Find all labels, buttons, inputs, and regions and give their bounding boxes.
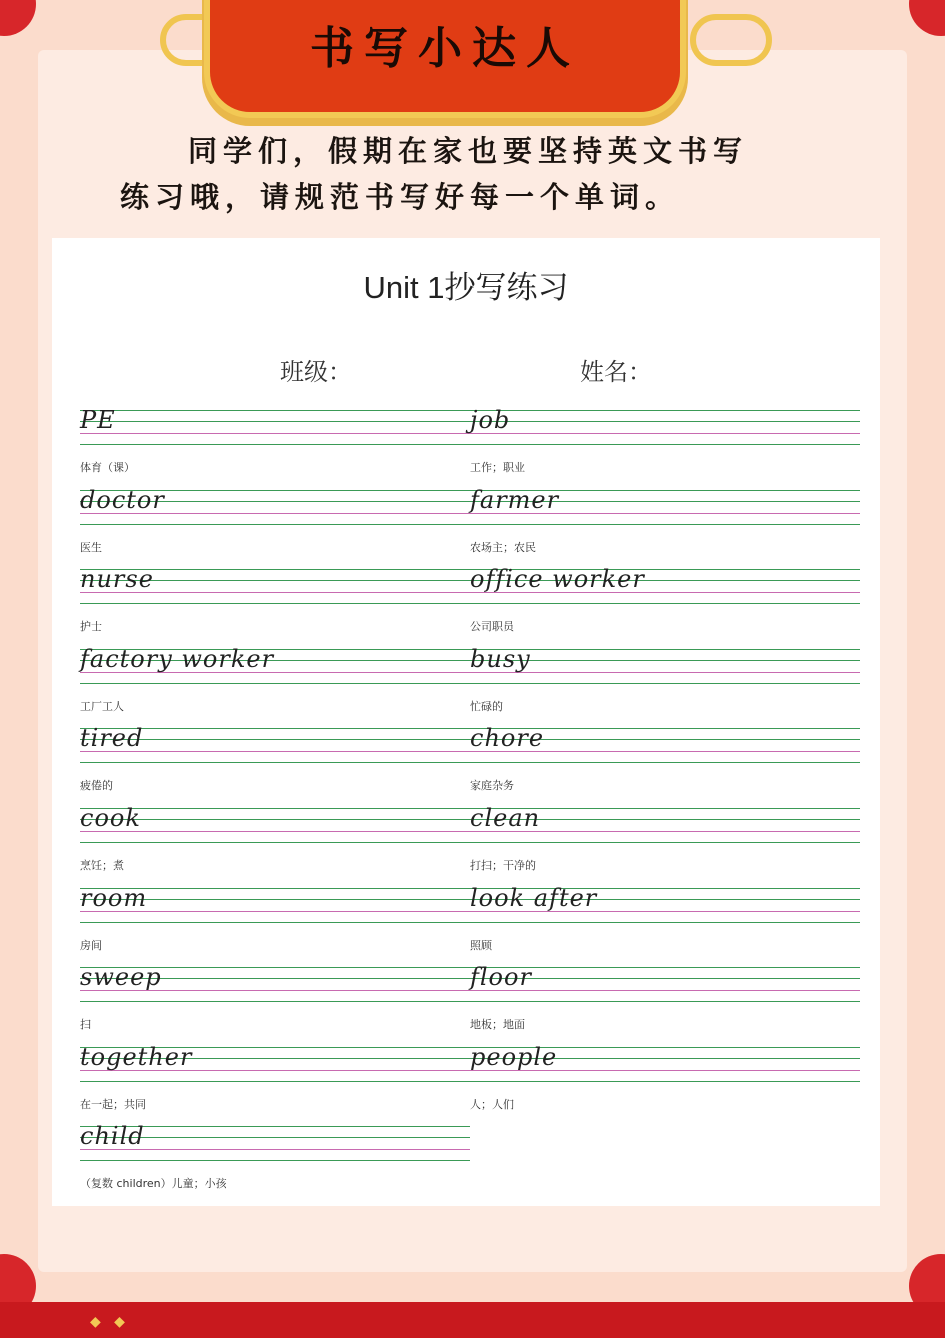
- guide-line: [80, 1081, 470, 1082]
- english-word: cook: [80, 804, 141, 832]
- english-word: room: [80, 883, 148, 912]
- guide-line: [470, 1081, 860, 1082]
- english-word: tired: [80, 724, 144, 753]
- four-line-grid: [80, 410, 470, 450]
- intro-line-1: 同学们，假期在家也要坚持英文书写: [188, 134, 749, 168]
- guide-line: [470, 433, 860, 434]
- english-word: clean: [470, 804, 541, 832]
- guide-line: [80, 444, 470, 445]
- chinese-meaning: 医生: [80, 540, 102, 554]
- english-word: look after: [470, 883, 598, 912]
- word-cell: [80, 406, 470, 480]
- word-cell: [470, 565, 860, 639]
- word-cell: [470, 724, 860, 798]
- chinese-meaning: 人；人们: [470, 1097, 514, 1111]
- english-word: job: [470, 406, 511, 434]
- guide-line: [470, 683, 860, 684]
- guide-line: [80, 1160, 470, 1161]
- chinese-meaning: 打扫；干净的: [470, 859, 536, 872]
- chinese-meaning: 疲倦的: [80, 779, 113, 793]
- corner-ornament: [909, 0, 945, 36]
- word-cell: [470, 804, 860, 878]
- guide-line: [470, 444, 860, 445]
- guide-line: [470, 922, 860, 923]
- english-word: office worker: [470, 565, 645, 594]
- english-word: nurse: [80, 565, 154, 594]
- worksheet: [52, 238, 880, 1206]
- banner-curl-right: [690, 14, 772, 66]
- guide-line: [470, 603, 860, 604]
- word-cell: [470, 883, 860, 958]
- english-word: floor: [470, 963, 532, 992]
- english-word: busy: [470, 644, 531, 673]
- chinese-meaning: 家庭杂务: [470, 779, 514, 793]
- english-word: sweep: [80, 963, 162, 992]
- chinese-meaning: 照顾: [470, 938, 492, 952]
- english-word: farmer: [470, 485, 560, 514]
- corner-ornament: [0, 0, 36, 36]
- four-line-grid: [470, 410, 860, 450]
- title-banner: [210, 0, 680, 112]
- word-cell: [80, 1122, 470, 1196]
- chinese-meaning: 在一起；共同: [80, 1097, 146, 1111]
- chinese-meaning: 护士: [80, 620, 102, 634]
- word-cell: [80, 804, 470, 878]
- worksheet-title: Unit 1抄写练习: [363, 270, 569, 305]
- guide-line: [470, 524, 860, 525]
- guide-line: [80, 410, 470, 411]
- word-cell: [80, 565, 470, 639]
- english-word: factory worker: [80, 644, 275, 673]
- chinese-meaning: 烹饪；煮: [80, 859, 124, 872]
- english-word: together: [80, 1042, 193, 1071]
- name-label: 姓名：: [580, 359, 652, 386]
- chinese-meaning: 扫: [80, 1018, 91, 1032]
- chinese-meaning: 地板；地面: [470, 1018, 525, 1032]
- banner-title: 书写小达人: [310, 23, 580, 74]
- guide-line: [80, 603, 470, 604]
- chinese-meaning: 忙碌的: [470, 699, 503, 713]
- english-word: child: [80, 1122, 145, 1151]
- guide-line: [80, 842, 470, 843]
- word-cell: [80, 883, 470, 958]
- word-cell: [80, 1042, 470, 1117]
- word-cell: [80, 485, 470, 560]
- gold-dots-decoration: ◆ ◆: [90, 1314, 125, 1330]
- intro-text: [120, 128, 820, 220]
- guide-line: [80, 421, 470, 422]
- english-word: people: [470, 1042, 558, 1071]
- chinese-meaning: 工厂工人: [80, 699, 124, 713]
- guide-line: [80, 922, 470, 923]
- guide-line: [80, 433, 470, 434]
- class-label: 班级：: [280, 359, 352, 386]
- guide-line: [80, 762, 470, 763]
- guide-line: [470, 762, 860, 763]
- guide-line: [470, 410, 860, 411]
- word-cell: [470, 406, 860, 480]
- word-cell: [80, 724, 470, 798]
- chinese-meaning: （复数 children）儿童；小孩: [80, 1177, 227, 1191]
- guide-line: [470, 842, 860, 843]
- guide-line: [470, 421, 860, 422]
- chinese-meaning: 房间: [80, 938, 102, 952]
- intro-line-2: 练习哦，请规范书写好每一个单词。: [120, 180, 681, 214]
- english-word: PE: [80, 406, 116, 434]
- chinese-meaning: 体育（课）: [80, 461, 135, 474]
- word-cell: [470, 644, 860, 719]
- word-cell: [80, 963, 470, 1037]
- bottom-border: [0, 1302, 945, 1338]
- word-cell: [470, 963, 860, 1037]
- english-word: doctor: [80, 485, 165, 514]
- word-cell: [470, 1042, 860, 1117]
- guide-line: [80, 524, 470, 525]
- chinese-meaning: 工作；职业: [470, 461, 525, 474]
- english-word: chore: [470, 724, 545, 753]
- guide-line: [80, 683, 470, 684]
- guide-line: [470, 1001, 860, 1002]
- chinese-meaning: 公司职员: [470, 620, 514, 634]
- word-cell: [80, 644, 470, 719]
- chinese-meaning: 农场主；农民: [470, 540, 536, 554]
- word-cell: [470, 485, 860, 560]
- guide-line: [80, 1001, 470, 1002]
